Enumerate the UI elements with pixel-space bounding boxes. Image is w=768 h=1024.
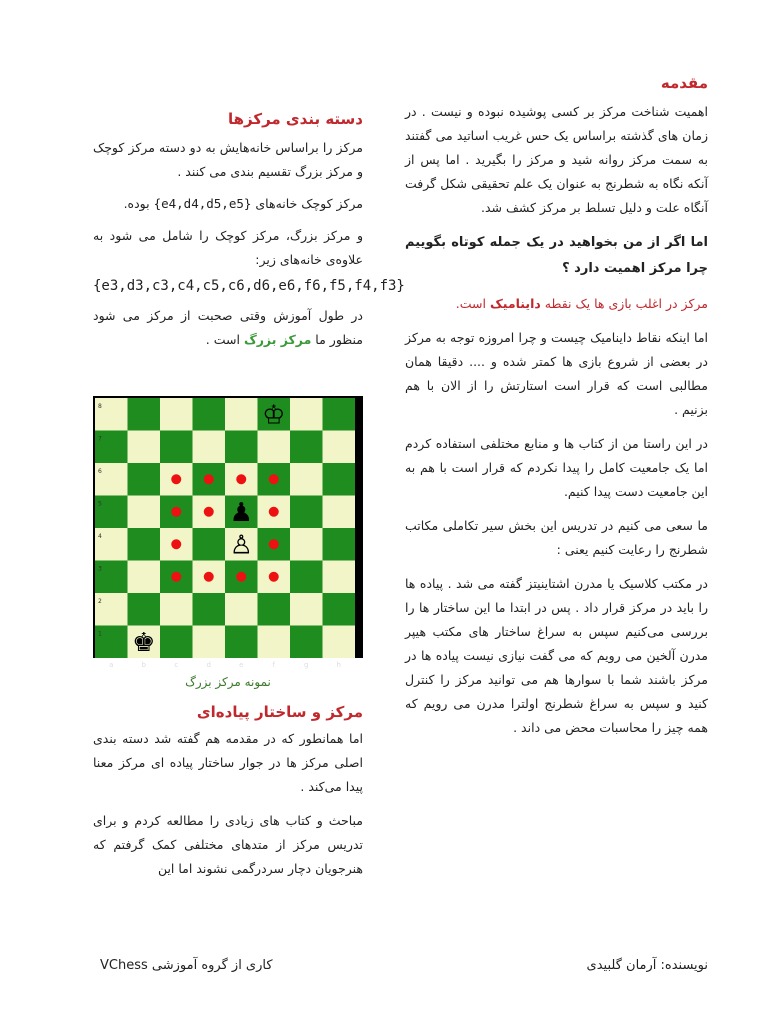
square-f2 [258,593,291,626]
methods-paragraph: مباحث و کتاب های زیادی را مطالعه کردم و برای تدریس مرکز از متدهای مختلفی کمک گرفتم که هنرجویان دچار سردرگمی نشوند اما این [93,813,363,876]
left-column-top [93,110,405,352]
square-b2 [128,593,161,626]
small-center-paragraph [93,192,363,216]
square-b4 [128,528,161,561]
evolution-paragraph: ما سعی می کنیم در تدریس این بخش سیر تکاملی مکاتب شطرنج را رعایت کنیم یعنی : [405,518,708,557]
square-b3 [128,561,161,594]
square-d8 [193,398,226,431]
big-center-paragraph: و مرکز بزرگ، مرکز کوچک را شامل می شود به علاوه‌ی خانه‌های زیر: [93,228,363,267]
intro-question: اما اگر از من بخواهید در یک جمله کوتاه بگوییم چرا مرکز اهمیت دارد ؟ [405,235,708,276]
center-categories-title: دسته بندی مرکزها [228,110,363,128]
rank-label: 3 [98,565,102,573]
answer-text-start: مرکز در اغلب بازی ها یک نقطه [540,296,708,311]
rank-label: 5 [98,500,102,508]
center-dot-d6 [204,474,214,484]
square-d1 [193,626,226,659]
file-label: g [304,661,309,669]
square-d7 [193,431,226,464]
square-e8 [225,398,258,431]
big-center-squares: {e3,d3,c3,c4,c5,c6,d6,e6,f6,f5,f4,f3} [93,278,405,294]
square-e2 [225,593,258,626]
center-dot-c4 [171,539,181,549]
rank-label: 2 [98,598,102,605]
square-b8 [128,398,161,431]
intro-answer [405,292,708,316]
center-dot-c5 [171,507,181,517]
square-d2 [193,593,226,626]
file-label: f [272,661,275,669]
small-center-text-end: بوده. [123,196,154,211]
chess-board [93,396,363,669]
chess-diagram [93,396,363,669]
big-center-note-text: در طول آموزش وقتی صحبت از مرکز می شود منظور ما [93,308,363,347]
big-center-highlight: مرکز بزرگ [243,332,312,347]
center-dot-e3 [236,572,246,582]
diagram-caption: نمونه مرکز بزرگ [185,675,271,689]
file-label: c [174,661,179,669]
rank-label: 6 [98,468,102,475]
right-column [405,74,708,740]
center-dot-d5 [204,507,214,517]
white-king-icon: ♔ [262,400,286,431]
intro-paragraph: اهمیت شناخت مرکز بر کسی پوشیده نبوده و نیست . در زمان های گذشته براساس یک حس غریب اساتید می گفتند به سمت مرکز روانه شید و مرکز را بگیرید . اما پس از آنکه نگاه به شطرنج به عنوان یک علم تحقیقی شکل گرفت آنگاه علت و دلیل تسلط بر مرکز کشف شد. [405,104,708,215]
square-b7 [128,431,161,464]
square-d4 [193,528,226,561]
square-h1 [323,626,356,659]
center-dot-f4 [269,539,279,549]
center-dot-f5 [269,507,279,517]
square-g4 [290,528,323,561]
answer-text-end: است. [455,296,490,311]
square-g8 [290,398,323,431]
file-label: h [336,661,341,669]
white-pawn-icon: ♙ [229,530,253,561]
square-f1 [258,626,291,659]
black-king-icon: ♚ [132,627,156,658]
footer-group: کاری از گروه آموزشی VChess [100,958,273,973]
center-dot-f6 [269,474,279,484]
big-center-note [93,304,363,352]
footer-author: نویسنده: آرمان گلبیدی [586,958,708,973]
square-e7 [225,431,258,464]
rank-label: 1 [98,630,102,638]
square-h7 [323,431,356,464]
square-c1 [160,626,193,659]
square-g5 [290,496,323,529]
square-h4 [323,528,356,561]
square-c2 [160,593,193,626]
black-pawn-icon: ♟ [229,497,253,528]
square-h8 [323,398,356,431]
square-h2 [323,593,356,626]
categories-paragraph: مرکز را براساس خانه‌هایش به دو دسته مرکز کوچک و مرکز بزرگ تقسیم بندی می کنند . [93,140,363,179]
big-center-note-end: است . [205,332,244,347]
square-g1 [290,626,323,659]
file-label: e [239,661,244,669]
square-e1 [225,626,258,659]
center-dot-c3 [171,572,181,582]
intro-title: مقدمه [660,74,708,92]
center-dot-d3 [204,572,214,582]
square-g7 [290,431,323,464]
square-g3 [290,561,323,594]
small-center-text: مرکز کوچک خانه‌های [251,196,363,211]
file-label: d [206,661,211,669]
center-dot-f3 [269,572,279,582]
file-label: a [109,661,114,669]
answer-dynamic-word: داینامیک [489,296,541,311]
small-center-squares: {e4,d4,d5,e5} [153,196,252,211]
square-c7 [160,431,193,464]
square-c8 [160,398,193,431]
square-h3 [323,561,356,594]
square-b5 [128,496,161,529]
square-h5 [323,496,356,529]
dynamic-points-paragraph: اما اینکه نقاط داینامیک چیست و چرا امروزه توجه به مرکز در بعضی از شروع بازی ها کمتر شده و .... دقیقا همان مطالبی است که قرار است استارتش را از الان با هم بزنیم . [405,330,708,417]
pawn-structure-title: مرکز و ساختار پیاده‌ای [196,703,363,721]
pawn-structure-paragraph: اما همانطور که در مقدمه هم گفته شد دسته بندی اصلی مرکز ها در جوار ساختار پیاده ای مرکز معنا پیدا می‌کند . [93,731,363,794]
rank-label: 7 [98,435,102,443]
center-dot-c6 [171,474,181,484]
file-label: b [141,661,146,669]
square-g6 [290,463,323,496]
rank-label: 8 [98,403,102,410]
square-g2 [290,593,323,626]
center-dot-e6 [236,474,246,484]
sources-paragraph: در این راستا من از کتاب ها و منابع مختلفی استفاده کردم اما یک جامعیت کامل را پیدا نکردم که قرار است با هم به این جامعیت دست پیدا کنیم. [405,436,708,499]
square-b6 [128,463,161,496]
square-h6 [323,463,356,496]
rank-label: 4 [98,533,102,540]
left-column-bottom [93,703,363,881]
square-f7 [258,431,291,464]
schools-paragraph: در مکتب کلاسیک یا مدرن اشتاینیتز گفته می شد . پیاده ها را باید در مرکز قرار داد . پس در ابتدا ما این ساختار ها را بررسی می‌کنیم سپس به سراغ ساختار های مکتب هیپر مدرن آلخین می رویم که می گفت نیازی نیست پیاده ها در مرکز باشند شما با سوارها هم می توانید مرکز را کنترل کنید و سپس به سراغ شطرنج اولترا مدرن می رویم که همه چیز را محاسبات محض می داند . [405,576,708,735]
